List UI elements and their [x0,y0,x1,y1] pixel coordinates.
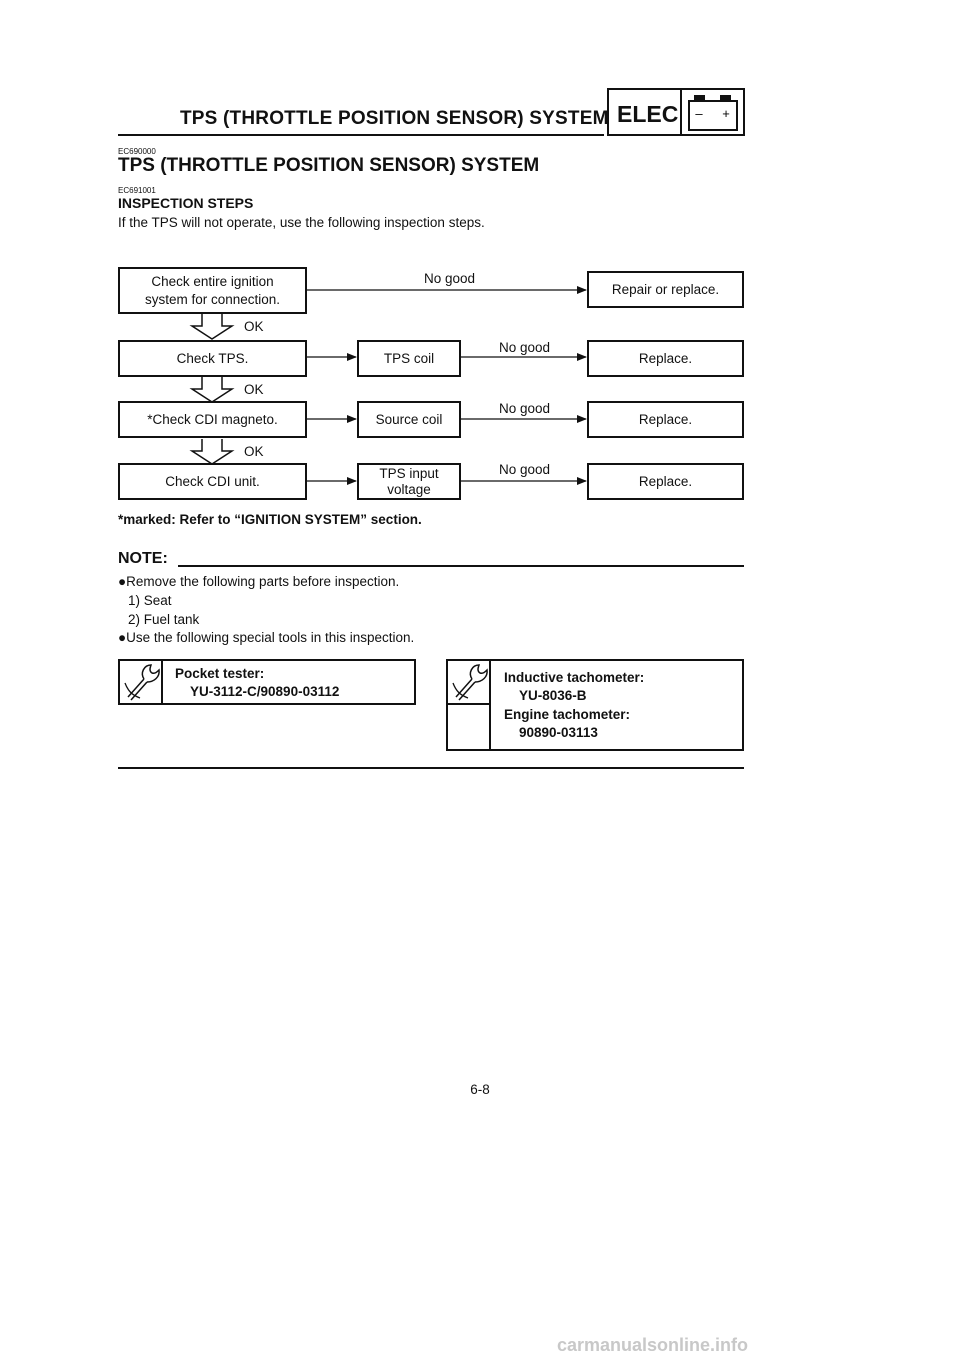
inductive-tachometer-name: Inductive tachometer: [504,670,645,685]
wrench-icon [120,661,162,703]
bottom-rule [118,767,744,769]
battery-minus-sign: – [695,106,703,121]
note-line-3: 2) Fuel tank [128,612,200,627]
check-ignition-line1: Check entire ignition [151,273,274,289]
result-box-2: Replace. [587,340,744,377]
check-cdi-magneto-box: *Check CDI magneto. [118,401,307,438]
source-coil-box: Source coil [357,401,461,438]
tps-input-line2: voltage [387,481,431,497]
ok-down-arrow-2 [192,377,232,402]
no-good-label-4: No good [499,462,551,477]
flowchart-footnote: *marked: Refer to “IGNITION SYSTEM” section. [118,512,422,527]
bullet-icon: ● [118,630,127,645]
note-line-1: ●Remove the following parts before inspection. [118,574,400,589]
intro-text: If the TPS will not operate, use the following inspection steps. [118,215,485,230]
ok-label-2: OK [244,382,264,397]
check-ignition-system-box [118,267,307,314]
check-tps-box: Check TPS. [118,340,307,377]
ok-label-3: OK [244,444,264,459]
ok-down-arrow-1 [192,314,232,339]
bullet-icon: ● [118,574,127,589]
section-title: TPS (THROTTLE POSITION SENSOR) SYSTEM [118,155,540,176]
inductive-tachometer-part: YU-8036-B [519,688,587,703]
subsection-code: EC691001 [118,186,156,195]
engine-tachometer-part: 90890-03113 [519,725,598,740]
tps-input-line1: TPS input [379,465,439,481]
elec-badge-text: ELEC [617,101,679,127]
flowchart-connectors [0,0,960,520]
page-number: 6-8 [470,1082,490,1097]
running-header-title: TPS (THROTTLE POSITION SENSOR) SYSTEM [180,108,609,129]
result-box-1: Repair or replace. [587,271,744,308]
pocket-tester-part: YU-3112-C/90890-03112 [190,684,340,699]
tps-input-voltage-box [357,463,461,500]
pocket-tester-name: Pocket tester: [175,666,265,681]
result-box-4: Replace. [587,463,744,500]
no-good-label-3: No good [499,401,551,416]
no-good-label-1: No good [424,271,476,286]
no-good-label-2: No good [499,340,551,355]
subsection-title: INSPECTION STEPS [118,195,254,211]
note-rule [178,565,744,567]
note-line-2: 1) Seat [128,593,172,608]
note-label: NOTE: [118,550,168,567]
engine-tachometer-name: Engine tachometer: [504,707,631,722]
check-cdi-unit-box: Check CDI unit. [118,463,307,500]
result-box-3: Replace. [587,401,744,438]
ok-label-1: OK [244,319,264,334]
watermark: carmanualsonline.info [557,1335,749,1355]
tool-icon-divider [446,703,491,705]
ok-down-arrow-3 [192,439,232,464]
check-ignition-line2: system for connection. [144,291,281,307]
section-code: EC690000 [118,147,156,156]
note-line-4: ●Use the following special tools in this inspection. [118,630,415,645]
tps-coil-box: TPS coil [357,340,461,377]
battery-plus-sign: + [722,106,730,121]
wrench-icon [448,661,490,703]
